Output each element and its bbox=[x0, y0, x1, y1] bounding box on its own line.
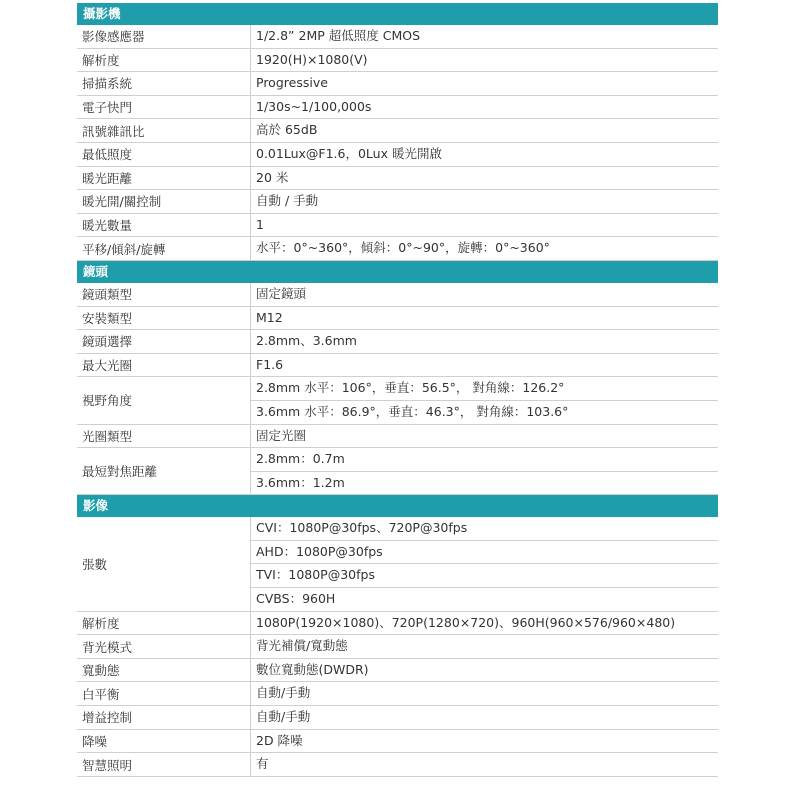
spec-value: 3.6mm：1.2m bbox=[251, 471, 718, 495]
spec-label: 電子快門 bbox=[77, 96, 251, 119]
spec-label: 影像感應器 bbox=[77, 25, 251, 48]
spec-label: 訊號雜訊比 bbox=[77, 119, 251, 142]
spec-values bbox=[251, 49, 718, 72]
spec-values bbox=[251, 753, 718, 776]
spec-label: 暖光開/關控制 bbox=[77, 190, 251, 213]
spec-values bbox=[251, 354, 718, 377]
spec-row bbox=[77, 706, 718, 730]
spec-label: 背光模式 bbox=[77, 635, 251, 658]
spec-values bbox=[251, 659, 718, 682]
spec-value: CVBS：960H bbox=[251, 587, 718, 611]
spec-label: 平移/傾斜/旋轉 bbox=[77, 237, 251, 260]
spec-row bbox=[77, 753, 718, 777]
spec-value: F1.6 bbox=[256, 356, 284, 372]
spec-label: 最低照度 bbox=[77, 143, 251, 166]
spec-label: 最短對焦距離 bbox=[77, 448, 251, 494]
spec-label: 寬動態 bbox=[77, 659, 251, 682]
spec-value: 水平：0°~360°，傾斜：0°~90°，旋轉：0°~360° bbox=[256, 240, 550, 256]
spec-row bbox=[77, 730, 718, 754]
section-header: 攝影機 bbox=[77, 3, 718, 25]
spec-value: 2.8mm、3.6mm bbox=[256, 333, 357, 349]
spec-value: 2D 降噪 bbox=[256, 732, 303, 748]
spec-value: 固定鏡頭 bbox=[256, 285, 307, 301]
spec-label: 白平衡 bbox=[77, 682, 251, 705]
spec-values bbox=[251, 448, 718, 494]
spec-value: 自動/手動 bbox=[256, 709, 311, 725]
spec-value: 有 bbox=[256, 756, 269, 772]
spec-row bbox=[77, 96, 718, 120]
spec-row bbox=[77, 659, 718, 683]
spec-value: 背光補償/寬動態 bbox=[256, 638, 348, 654]
spec-values bbox=[251, 307, 718, 330]
spec-label: 鏡頭類型 bbox=[77, 283, 251, 306]
spec-value: 2.8mm 水平：106°，垂直：56.5°， 對角線：126.2° bbox=[256, 380, 565, 396]
spec-row bbox=[77, 214, 718, 238]
spec-row bbox=[77, 448, 718, 495]
spec-value: 20 米 bbox=[256, 169, 289, 185]
spec-value: 0.01Lux@F1.6，0Lux 暖光開啟 bbox=[256, 145, 442, 161]
spec-values bbox=[251, 612, 718, 635]
spec-row bbox=[77, 307, 718, 331]
spec-row bbox=[77, 354, 718, 378]
spec-value: Progressive bbox=[256, 75, 328, 91]
section-header: 影像 bbox=[77, 495, 718, 517]
spec-value: 2.8mm：0.7m bbox=[256, 451, 345, 467]
spec-value: 1/30s~1/100,000s bbox=[256, 98, 372, 114]
spec-values bbox=[251, 682, 718, 705]
spec-value: 自動 / 手動 bbox=[256, 193, 319, 209]
spec-value: 1920(H)×1080(V) bbox=[256, 51, 368, 67]
spec-value: 數位寬動態(DWDR) bbox=[256, 661, 369, 677]
spec-label: 暖光距離 bbox=[77, 167, 251, 190]
spec-value: 固定光圈 bbox=[256, 427, 307, 443]
spec-value: 高於 65dB bbox=[256, 122, 318, 138]
spec-label: 安裝類型 bbox=[77, 307, 251, 330]
spec-row bbox=[77, 612, 718, 636]
spec-value: 1 bbox=[256, 216, 264, 232]
section-header: 鏡頭 bbox=[77, 261, 718, 283]
spec-label: 增益控制 bbox=[77, 706, 251, 729]
spec-values bbox=[251, 214, 718, 237]
spec-value: 3.6mm 水平：86.9°，垂直：46.3°， 對角線：103.6° bbox=[251, 400, 718, 424]
spec-row bbox=[77, 143, 718, 167]
spec-label: 光圈類型 bbox=[77, 425, 251, 448]
spec-values bbox=[251, 377, 718, 423]
spec-value: TVI：1080P@30fps bbox=[251, 563, 718, 587]
spec-row bbox=[77, 190, 718, 214]
spec-values bbox=[251, 730, 718, 753]
spec-row bbox=[77, 49, 718, 73]
spec-row bbox=[77, 330, 718, 354]
spec-row bbox=[77, 283, 718, 307]
spec-row bbox=[77, 635, 718, 659]
spec-row bbox=[77, 119, 718, 143]
spec-values bbox=[251, 25, 718, 48]
spec-row bbox=[77, 237, 718, 261]
spec-values bbox=[251, 143, 718, 166]
spec-label: 解析度 bbox=[77, 49, 251, 72]
spec-row bbox=[77, 377, 718, 424]
spec-values bbox=[251, 237, 718, 260]
spec-values bbox=[251, 330, 718, 353]
spec-values bbox=[251, 190, 718, 213]
spec-label: 掃描系統 bbox=[77, 72, 251, 95]
spec-label: 解析度 bbox=[77, 612, 251, 635]
spec-label: 視野角度 bbox=[77, 377, 251, 423]
spec-label: 張數 bbox=[77, 517, 251, 610]
spec-values bbox=[251, 425, 718, 448]
spec-values bbox=[251, 119, 718, 142]
spec-label: 智慧照明 bbox=[77, 753, 251, 776]
spec-values bbox=[251, 72, 718, 95]
spec-label: 降噪 bbox=[77, 730, 251, 753]
spec-values bbox=[251, 635, 718, 658]
spec-value: AHD：1080P@30fps bbox=[251, 540, 718, 564]
spec-label: 最大光圈 bbox=[77, 354, 251, 377]
spec-values bbox=[251, 283, 718, 306]
spec-values bbox=[251, 96, 718, 119]
spec-row bbox=[77, 425, 718, 449]
spec-values bbox=[251, 517, 718, 610]
spec-label: 鏡頭選擇 bbox=[77, 330, 251, 353]
spec-value: CVI：1080P@30fps、720P@30fps bbox=[256, 520, 468, 536]
spec-row bbox=[77, 167, 718, 191]
spec-values bbox=[251, 706, 718, 729]
spec-value: 自動/手動 bbox=[256, 685, 311, 701]
spec-value: 1080P(1920×1080)、720P(1280×720)、960H(960×576/960×480) bbox=[256, 614, 676, 630]
spec-values bbox=[251, 167, 718, 190]
spec-row bbox=[77, 682, 718, 706]
spec-label: 暖光數量 bbox=[77, 214, 251, 237]
spec-value: 1/2.8” 2MP 超低照度 CMOS bbox=[256, 28, 421, 43]
spec-row bbox=[77, 72, 718, 96]
spec-value: M12 bbox=[256, 309, 283, 325]
spec-row bbox=[77, 25, 718, 49]
spec-row bbox=[77, 517, 718, 611]
spec-table bbox=[77, 3, 718, 777]
